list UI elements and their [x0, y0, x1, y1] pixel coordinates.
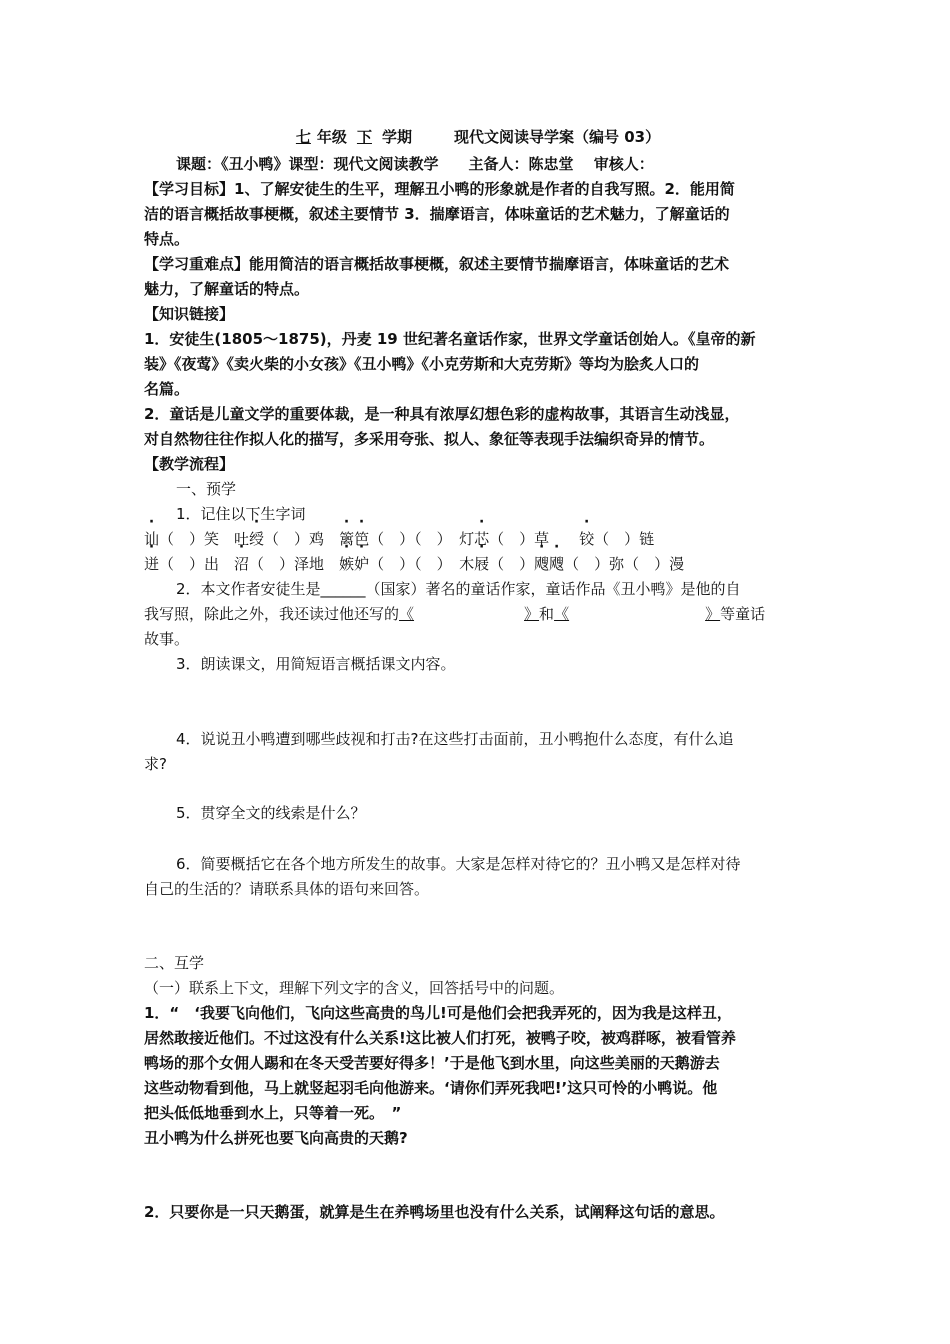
knowledge-line-4: 2．童话是儿童文学的重要体裁，是一种具有浓厚幻想色彩的虚构故事，其语言生动浅显，	[144, 405, 740, 423]
final-question: 2．只要你是一只天鹅蛋，就算是生在养鸭场里也没有什么关系，试阐释这句话的意思。	[144, 1203, 725, 1221]
question-5: 5．贯穿全文的线索是什么？	[176, 804, 366, 822]
book-blank-1[interactable]	[414, 607, 524, 621]
vocab-seg: 铰	[579, 530, 595, 548]
difficulties-line-1: 【学习重难点】能用简洁的语言概括故事梗概，叙述主要情节揣摩语言，体味童话的艺术	[144, 255, 730, 273]
process-heading: 【教学流程】	[144, 455, 235, 473]
question-6-line-2: 自己的生活的？请联系具体的语句来回答。	[144, 880, 430, 898]
vocab-seg: （ ）泽地	[249, 555, 340, 573]
vocab-seg: 讪	[144, 530, 160, 548]
vocab-seg: （ ）（ ） 灯	[369, 530, 475, 548]
quote-line-5: 把头低低地垂到水上，只等着一死。 ”	[144, 1104, 402, 1122]
preview-heading: 一、预学	[176, 480, 237, 498]
question-4-line-1: 4．说说丑小鸭遭到哪些歧视和打击?在这些打击面前，丑小鸭抱什么态度，有什么追	[176, 730, 734, 748]
question-3: 3．朗读课文，用简短语言概括课文内容。	[176, 655, 456, 673]
vocab-seg: （ ）笑 吐	[159, 530, 250, 548]
question-6-line-1: 6．简要概括它在各个地方所发生的故事。大家是怎样对待它的？丑小鸭又是怎样对待	[176, 855, 741, 873]
quote-line-2: 居然敢接近他们。不过这没有什么关系!这比被人们打死，被鸭子咬，被鸡群啄，被看管养	[144, 1029, 736, 1047]
page-title	[0, 126, 950, 147]
vocab-seg: （ ）鸡	[264, 530, 340, 548]
vocab-seg: 屐	[474, 555, 490, 573]
grade: 七	[295, 128, 311, 146]
vocab-seg: （ ）（ ） 木	[369, 555, 475, 573]
vocab-seg: 沼	[234, 555, 250, 573]
book-blank-2[interactable]	[569, 607, 705, 621]
subsection-1: （一）联系上下文，理解下列文字的含义，回答括号中的问题。	[144, 979, 565, 997]
quote-question: 丑小鸭为什么拼死也要飞向高贵的天鹅?	[144, 1129, 408, 1147]
knowledge-heading: 【知识链接】	[144, 305, 235, 323]
objectives-line-2: 洁的语言概括故事梗概，叙述主要情节 3．揣摩语言，体味童话的艺术魅力，了解童话的	[144, 205, 730, 223]
objectives-line-3: 特点。	[144, 230, 190, 248]
vocab-question: 1．记住以下生字词	[176, 505, 306, 523]
knowledge-line-1: 1．安徒生(1805～1875)，丹麦 19 世纪著名童话作家，世界文学童话创始人。《皇帝的新	[144, 330, 756, 348]
knowledge-line-3: 名篇。	[144, 380, 190, 398]
quote-line-1: 1．“ ‘我要飞向他们，飞向这些高贵的鸟儿!可是他们会把我弄死的，因为我是这样丑，	[144, 1004, 732, 1022]
objectives-line-1: 【学习目标】1、了解安徒生的生平，理解丑小鸭的形象就是作者的自我写照。2．能用简	[144, 180, 735, 198]
grade-suffix: 年级	[316, 128, 347, 146]
meta-line: 课题：《丑小鸭》课型：现代文阅读教学 主备人：陈忠堂 审核人：	[176, 155, 654, 173]
knowledge-line-5: 对自然物往往作拟人化的描写，多采用夸张、拟人、象征等表现手法编织奇异的情节。	[144, 430, 715, 448]
vocab-row-1	[144, 529, 654, 549]
vocab-row-2	[144, 554, 684, 574]
vocab-seg: （ ）	[489, 555, 535, 573]
vocab-seg: （ ）出	[159, 555, 235, 573]
vocab-seg: 芯	[474, 530, 490, 548]
question-4-line-2: 求?	[144, 755, 167, 773]
knowledge-line-2: 装》《夜莺》《卖火柴的小女孩》《丑小鸭》《小克劳斯和大克劳斯》等均为脍炙人口的	[144, 355, 700, 373]
question-2-line-3: 故事。	[144, 630, 190, 648]
doc-title: 现代文阅读导学案（编号 03）	[453, 128, 661, 146]
vocab-seg: （ ）链	[594, 530, 655, 548]
vocab-seg: 迸	[144, 555, 160, 573]
term: 下	[356, 128, 372, 146]
vocab-seg: 绶	[249, 530, 265, 548]
term-suffix: 学期	[381, 128, 412, 146]
question-2-line-2: 我写照，除此之外，我还读过他还写的《 》和《 》等童话	[144, 605, 766, 623]
vocab-seg: 篱笆	[339, 530, 370, 548]
difficulties-line-2: 魅力，了解童话的特点。	[144, 280, 310, 298]
question-2-line-1: 2．本文作者安徒生是______（国家）著名的童话作家，童话作品《丑小鸭》是他的自	[176, 580, 741, 598]
vocab-seg: 飕飕	[534, 555, 565, 573]
vocab-seg: （ ）草	[489, 530, 580, 548]
country-blank[interactable]: ______	[320, 580, 366, 598]
mutual-heading: 二、互学	[144, 954, 205, 972]
vocab-seg: 嫉妒	[339, 555, 370, 573]
quote-line-3: 鸭场的那个女佣人踢和在冬天受苦要好得多！’于是他飞到水里，向这些美丽的天鹅游去	[144, 1054, 720, 1072]
vocab-seg: （ ）弥（ ）漫	[564, 555, 685, 573]
quote-line-4: 这些动物看到他，马上就竖起羽毛向他游来。‘请你们弄死我吧!’这只可怜的小鸭说。他	[144, 1079, 718, 1097]
